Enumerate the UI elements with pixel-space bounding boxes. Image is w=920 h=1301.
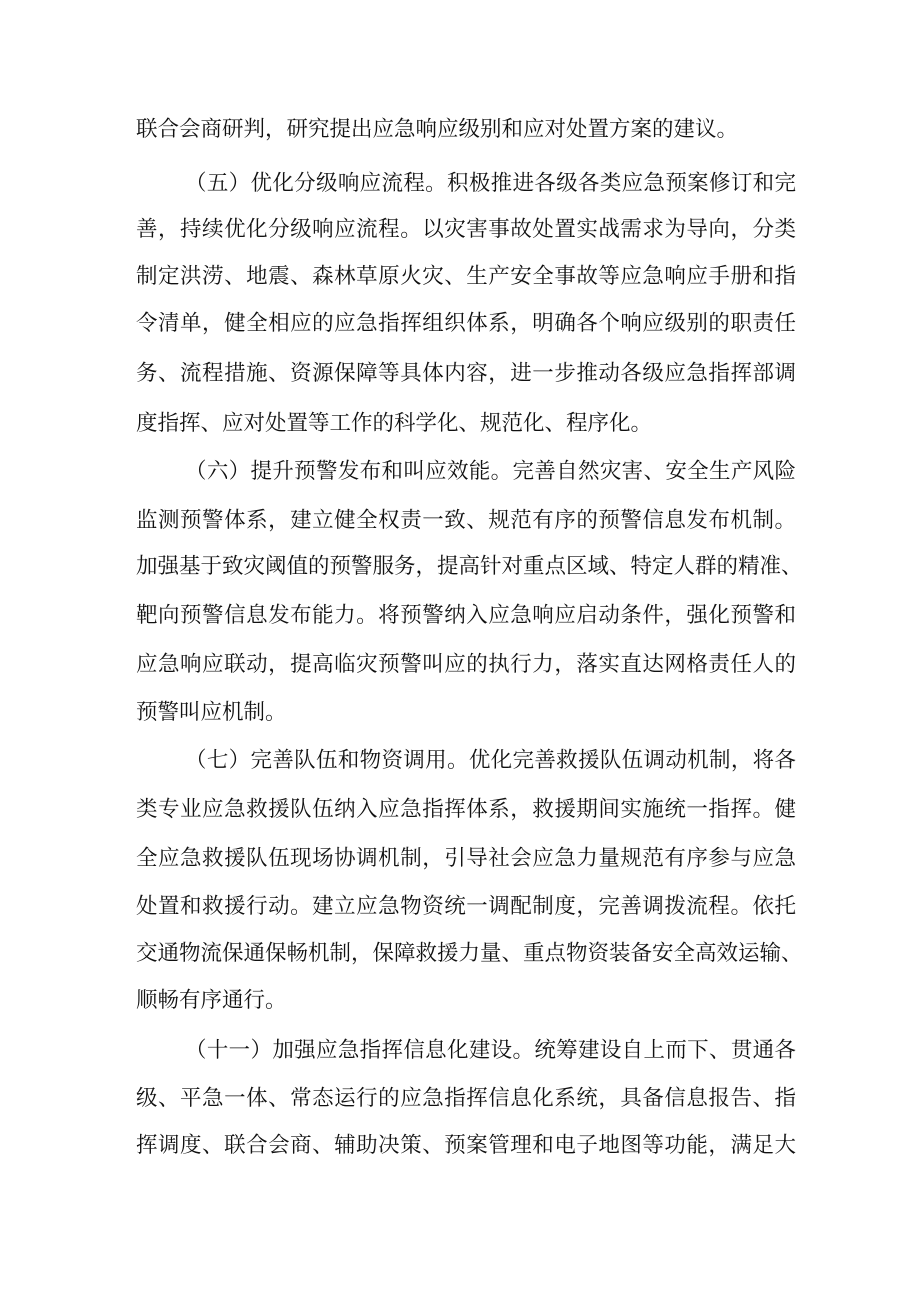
text-line: 靶向预警信息发布能力。将预警纳入应急响应启动条件，强化预警和 — [136, 603, 796, 628]
text-line: 处置和救援行动。建立应急物资统一调配制度，完善调拨流程。依托 — [136, 894, 796, 919]
text-line: 级、平急一体、常态运行的应急指挥信息化系统，具备信息报告、指 — [136, 1086, 796, 1111]
text-line: 制定洪涝、地震、森林草原火灾、生产安全事故等应急响应手册和指 — [136, 264, 796, 289]
text-line: （七）完善队伍和物资调用。优化完善救援队伍调动机制，将各 — [185, 748, 796, 773]
text-line: 挥调度、联合会商、辅助决策、预案管理和电子地图等功能，满足大 — [136, 1133, 796, 1158]
text-line: 预警叫应机制。 — [136, 700, 287, 725]
text-line: 全应急救援队伍现场协调机制，引导社会应急力量规范有序参与应急 — [136, 846, 796, 871]
text-line: 令清单，健全相应的应急指挥组织体系，明确各个响应级别的职责任 — [136, 311, 796, 336]
text-line: 监测预警体系，建立健全权责一致、规范有序的预警信息发布机制。 — [136, 508, 796, 533]
text-line: 务、流程措施、资源保障等具体内容，进一步推动各级应急指挥部调 — [136, 361, 796, 386]
text-line: 善，持续优化分级响应流程。以灾害事故处置实战需求为导向，分类 — [136, 217, 796, 242]
text-line: （五）优化分级响应流程。积极推进各级各类应急预案修订和完 — [185, 171, 796, 196]
text-line: 顺畅有序通行。 — [136, 988, 287, 1013]
text-line: 联合会商研判，研究提出应急响应级别和应对处置方案的建议。 — [136, 117, 739, 142]
text-line: 类专业应急救援队伍纳入应急指挥体系，救援期间实施统一指挥。健 — [136, 797, 796, 822]
text-line: （十一）加强应急指挥信息化建设。统筹建设自上而下、贯通各 — [185, 1038, 796, 1063]
text-line: 交通物流保通保畅机制，保障救援力量、重点物资装备安全高效运输、 — [136, 941, 803, 966]
text-line: 度指挥、应对处置等工作的科学化、规范化、程序化。 — [136, 411, 653, 436]
text-line: （六）提升预警发布和叫应效能。完善自然灾害、安全生产风险 — [185, 459, 796, 484]
text-line: 加强基于致灾阈值的预警服务，提高针对重点区域、特定人群的精准、 — [136, 554, 803, 579]
text-line: 应急响应联动，提高临灾预警叫应的执行力，落实直达网格责任人的 — [136, 652, 796, 677]
